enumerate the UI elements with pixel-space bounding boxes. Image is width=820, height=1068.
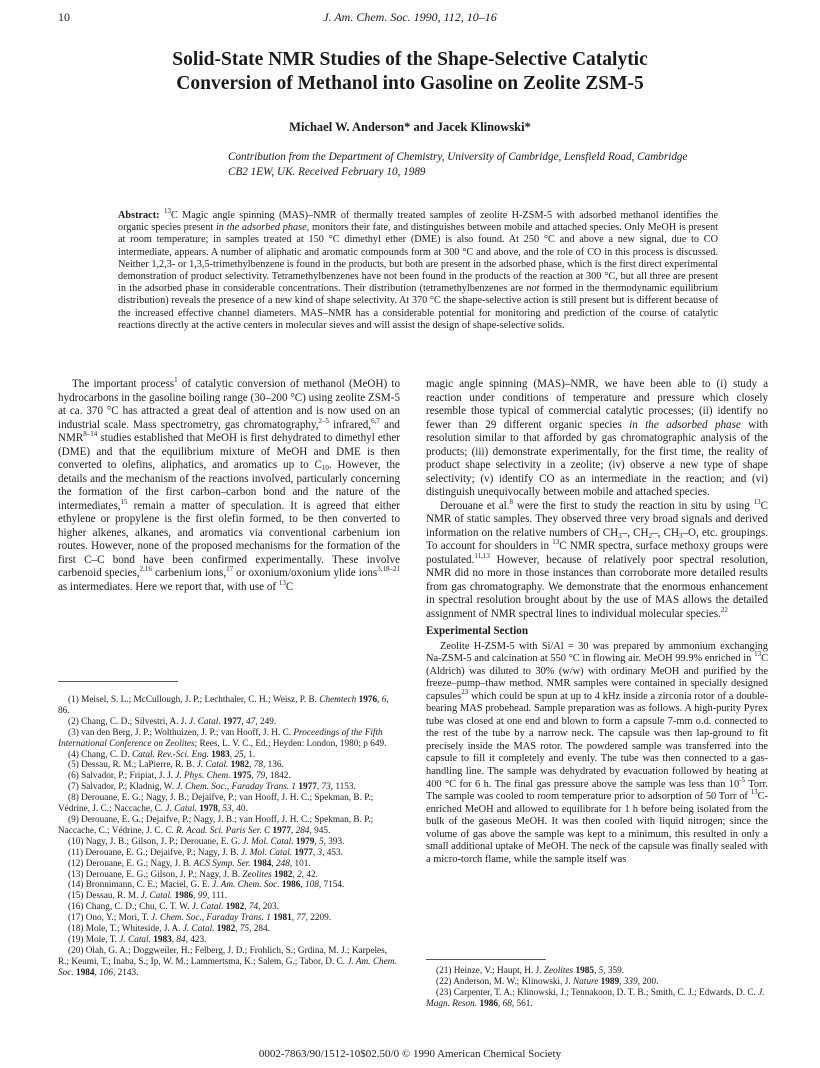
references-left xyxy=(58,695,400,979)
footnote-rule-right xyxy=(426,959,546,960)
reference-item: (8) Derouane, E. G.; Nagy, J. B.; Dejaifve, P.; van Hooff, J. H. C.; Spekman, B. P.; Védrine, J. C.; Naccache, C. J. Catal. 1978, 53, 40. xyxy=(58,793,374,815)
reference-item: (12) Derouane, E. G.; Nagy, J. B. ACS Symp. Ser. 1984, 248, 101. xyxy=(68,858,311,869)
article-title: Solid-State NMR Studies of the Shape-Selective Catalytic Conversion of Methanol into Gasoline on Zeolite ZSM-5 xyxy=(172,49,648,94)
reference-item: (16) Chang, C. D.; Chu, C. T. W. J. Catal. 1982, 74, 203. xyxy=(68,902,279,913)
reference-item: (19) Mole, T. J. Catal. 1983, 84, 423. xyxy=(68,934,207,945)
reference-item: (1) Meisel, S. L.; McCullough, J. P.; Lechthaler, C. H.; Weisz, P. B. Chemtech 1976, 6, 86. xyxy=(58,695,389,716)
reference-item: (15) Dessau, R. M. J. Catal. 1986, 99, 111. xyxy=(68,891,228,902)
footnote-rule-left xyxy=(58,681,178,682)
reference-item: (22) Anderson, M. W.; Klinowski, J. Nature 1989, 339, 200. xyxy=(436,976,659,987)
author-line: Michael W. Anderson* and Jacek Klinowski* xyxy=(289,120,531,134)
reference-item: (23) Carpenter, T. A.; Klinowski, J.; Tennakoon, D. T. B.; Smith, C. J.; Edwards, D. C. J. Magn. Reson. 1986, 68, 561. xyxy=(426,987,765,1009)
reference-item: (17) Ono, Y.; Mori, T. J. Chem. Soc., Faraday Trans. 1 1981, 77, 2209. xyxy=(68,913,332,924)
reference-item: (6) Salvador, P.; Fripiat, J. J. J. Phys. Chem. 1975, 79, 1842. xyxy=(68,771,291,782)
reference-item: (4) Chang, C. D. Catal. Rev.-Sci. Eng. 1983, 25, 1. xyxy=(68,749,256,760)
reference-item: (20) Olah, G. A.; Doggweiler, H.; Felberg, J. D.; Frohlich, S.; Grdina, M. J.; Karpeles, R.; Keumi, T.; Inaba, S.; Ip, W. M.; Lammertsma, K.; Salem, G.; Tabor, D. C. J. Am. Chem. Soc. 1984, 106, 2143. xyxy=(58,945,397,978)
reference-item: (2) Chang, C. D.; Silvestri, A. J. J. Catal. 1977, 47, 249. xyxy=(68,716,277,727)
experimental-paragraph: Zeolite H-ZSM-5 with Si/Al = 30 was prepared by ammonium exchanging Na-ZSM-5 and calcination at 550 °C in flowing air. MeOH 99.9% enriched in $^{13}$C (Aldrich) was diluted to 30% (w/w) with ordinary MeOH and purified by the freeze–pump–thaw method. NMR samples were contained in specially designed capsules$^{23}$ which could be spun at up to 4 kHz inside a zirconia rotor of a double-bearing MAS probehead. Sample preparation was as follows. A high-purity Pyrex tube was closed at one end and blown to form a capsule 7-mm o.d. connected to the rest of the tube by a narrow neck. The capsule was then lap-ground to fit precisely inside the MAS rotor. The powdered sample was transferred into the capsule to fill it completely and evenly. The tube was then connected to a gas-handling line. The sample was dehydrated by evacuation followed by heating at 400 °C for 6 h. The final gas pressure above the sample was less than $10^{-5}$ Torr. The sample was cooled to room temperature prior to adsorption of 50 Torr of $^{13}$C-enriched MeOH and allowed to equilibrate for 1 h before being isolated from the bulk of the gaseous MeOH. It was then cooled with liquid nitrogen; since the volume of gas above the sample was kept to a minimum, this resulted in only a small additional uptake of MeOH. The neck of the capsule was finally sealed with a micro-torch flame, while the sample itself was xyxy=(426,640,769,865)
affiliation: Contribution from the Department of Chemistry, University of Cambridge, Lensfield Road, Cambridge CB2 1EW, UK. Received February 10, 1989 xyxy=(228,151,688,178)
reference-item: (7) Salvador, P.; Kladnig, W. J. Chem. Soc., Faraday Trans. 1 1977, 73, 1153. xyxy=(68,782,356,793)
running-head: J. Am. Chem. Soc. 1990, 112, 10–16 xyxy=(323,10,497,24)
reference-item: (13) Derouane, E. G.; Gilson, J. P.; Nagy, J. B. Zeolites 1982, 2, 42. xyxy=(68,869,318,880)
reference-item: (21) Heinze, V.; Haupt, H. J. Zeolites 1985, 5, 359. xyxy=(436,966,624,976)
page-number: 10 xyxy=(58,10,70,24)
copyright-footer: 0002-7863/90/1512-10$02.50/0 © 1990 American Chemical Society xyxy=(258,1048,562,1060)
reference-item: (18) Mole, T.; Whiteside, J. A. J. Catal. 1982, 75, 284. xyxy=(68,924,270,935)
reference-item: (3) van den Berg, J. P.; Wolthuizen, J. P.; van Hooff, J. H. C. Proceedings of the Fifth International Conference on Zeolites; Rees, L. V. C., Ed.; Heyden: London, 1980; p 649. xyxy=(58,727,387,749)
reference-item: (11) Derouane, E. G.; Dejaifve, P.; Nagy, J. B. J. Mol. Catal. 1977, 3, 453. xyxy=(68,847,343,858)
reference-item: (10) Nagy, J. B.; Gilson, J. P.; Derouane, E. G. J. Mol. Catal. 1979, 5, 393. xyxy=(68,836,345,847)
body-column-right xyxy=(426,378,768,866)
intro-paragraph-2: magic angle spinning (MAS)–NMR, we have been able to (i) study a reaction under conditions of temperature and pressure which closely resemble those typical of commercial catalytic processes; (ii) identify no fewer than 29 different organic species in the adsorbed phase with resolution similar to that afforded by gas chromatographic analysis of the products; (iii) demonstrate experimentally, for the first time, the reality of product shape selectivity in a zeolite; (iv) observe a new type of shape selectivity; (v) identify CO as an intermediate in the reaction; and (vi) distinguish unequivocally between mobile and attached species. xyxy=(426,378,768,498)
references-right xyxy=(426,966,768,1010)
abstract xyxy=(118,207,719,332)
section-heading: Experimental Section xyxy=(426,625,528,637)
body-column-left xyxy=(58,378,400,594)
reference-item: (5) Dessau, R. M.; LaPierre, R. B. J. Catal. 1982, 78, 136. xyxy=(68,760,284,771)
intro-paragraph-3: Derouane et al.$^8$ were the first to study the reaction in situ by using $^{13}$C NMR of static samples. They observed three very broad signals and derived information on the relative numbers of $CH_3-$, $CH_2-$, $CH_3-O$, etc. groupings. To account for shoulders in $^{13}$C NMR spectra, surface methoxy groups were postulated.$^{11,13}$ However, because of relatively poor spectral resolution, NMR did no more in those instances than corroborate more detailed results from gas chromatography. We demonstrate that the enormous enhancement in spectral resolution brought about by the use of MAS allows the detailed assignment of NMR spectral lines to individual molecular species.$^{22}$ xyxy=(426,497,769,620)
reference-item: (9) Derouane, E. G.; Dejaifve, P.; Nagy, J. B.; van Hooff, J. H. C.; Spekman, B. P.; Naccache, C.; Védrine, J. C. C. R. Acad. Sci. Paris Ser. C 1977, 284, 945. xyxy=(58,814,374,836)
abstract-label: Abstract: xyxy=(118,210,160,221)
intro-paragraph-1: The important process$^1$ of catalytic conversion of methanol (MeOH) to hydrocarbons in the gasoline boiling range (30–200 °C) using zeolite ZSM-5 at ca. 370 °C has attracted a great deal of attention and is now used on an industrial scale. Mass spectrometry, gas chromatography,$^{2-5}$ infrared,$^{6,7}$ and NMR$^{8-14}$ studies established that MeOH is first dehydrated to dimethyl ether (DME) and that the equilibrium mixture of MeOH and DME is then converted to olefins, aliphatics, and aromatics up to $C_{10}$. However, the details and the mechanism of the reactions involved, particularly concerning the formation of the first carbon–carbon bond and the nature of the intermediates,$^{15}$ remain a matter of speculation. It is agreed that either ethylene or propylene is the first olefin formed, to be then converted to higher alkenes, alkanes, and aromatics via conventional carbenium ion routes. However, none of the proposed mechanisms for the formation of the first C–C bond have been confirmed experimentally. These involve carbenoid species,$^{2,16}$ carbenium ions,$^{17}$ or oxonium/oxonium ylide ions$^{3,18-21}$ as intermediates. Here we report that, with use of $^{13}$C xyxy=(58,376,400,593)
reference-item: (14) Bronnimann, C. E.; Maciel, G. E. J. Am. Chem. Soc. 1986, 108, 7154. xyxy=(68,880,345,891)
abstract-text: $^{13}$C Magic angle spinning (MAS)–NMR of thermally treated samples of zeolite H-ZSM-5 with adsorbed methanol identifies the organic species present in the adsorbed phase, monitors their fate, and distinguishes between mobile and attached species. Only MeOH is present at room temperature; in samples treated at 150 °C dimethyl ether (DME) is also found. At 250 °C and above a new signal, due to CO intermediate, appears. A number of aliphatic and aromatic compounds form at 300 °C and above, and the role of CO in this process is discussed. Neither 1,2,3- or 1,3,5-trimethylbenzene is found in the products, but both are present in the adsorbed phase, which is the first direct experimental demonstration of product selectivity. Tetramethylbenzenes have not been found in the products of the reaction at 300 °C, but all three are present in the adsorbed phase in considerable concentrations. Their distribution (tetramethylbenzenes are not formed in the thermodynamic equilibrium distribution) reveals the presence of a new kind of shape selectivity. At 370 °C the shape-selective action is still present but is different because of the increased effective channel diameters. MAS–NMR has a considerable potential for monitoring and prediction of the course of catalytic reactions directly at the active centers in molecular sieves and will assist the design of shape-selective solids. xyxy=(118,207,719,331)
